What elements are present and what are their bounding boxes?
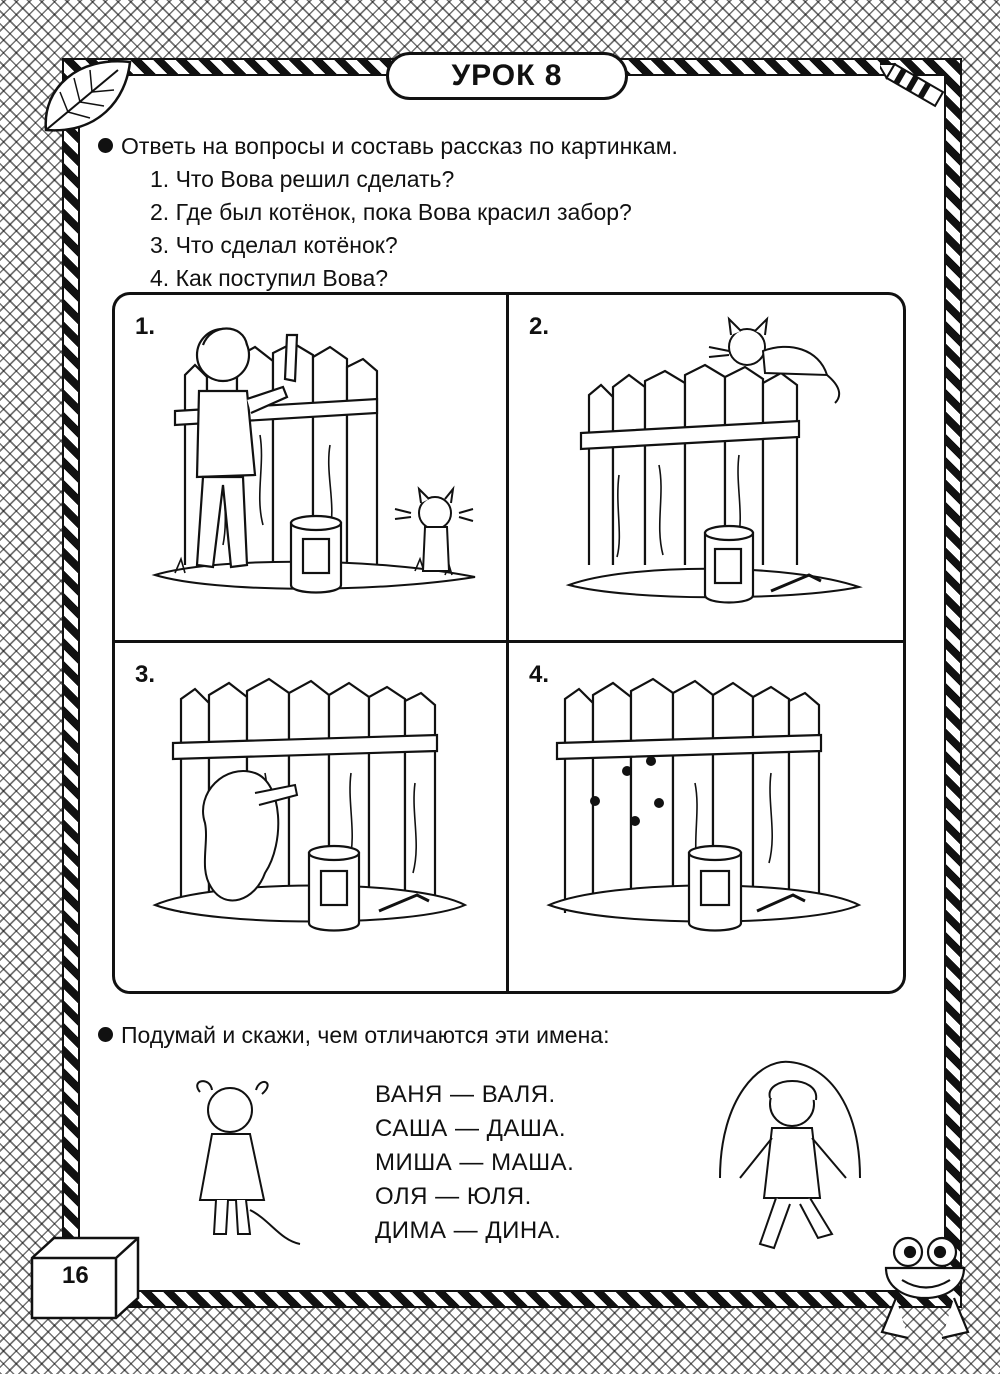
name-pair: ДИМА — ДИНА. bbox=[375, 1217, 562, 1244]
boy-painting-fence-illustration bbox=[115, 295, 512, 643]
task1-instruction: Ответь на вопросы и составь рассказ по картинкам. bbox=[121, 133, 678, 159]
task2-instruction-line bbox=[98, 1022, 609, 1049]
name-pair: ОЛЯ — ЮЛЯ. bbox=[375, 1183, 532, 1210]
cat-on-fence-illustration bbox=[509, 295, 906, 643]
frog-icon bbox=[868, 1228, 978, 1348]
task2-instruction: Подумай и скажи, чем отличаются эти имена: bbox=[121, 1022, 610, 1048]
bullet-icon bbox=[98, 1027, 113, 1042]
panel-number: 3. bbox=[135, 661, 156, 688]
task1-block bbox=[98, 130, 678, 295]
panel-number: 1. bbox=[135, 313, 156, 340]
page-number: 16 bbox=[62, 1262, 89, 1289]
girl-illustration bbox=[160, 1070, 310, 1250]
picture-panel-2 bbox=[509, 295, 903, 643]
task1-instruction-line bbox=[98, 130, 678, 163]
girl-jump-rope-illustration bbox=[700, 1058, 880, 1258]
name-pair: МИША — МАША. bbox=[375, 1149, 575, 1176]
question-item: 3. Что сделал котёнок? bbox=[150, 232, 398, 258]
picture-story-grid bbox=[112, 292, 906, 994]
name-pair: ВАНЯ — ВАЛЯ. bbox=[375, 1081, 556, 1108]
name-pairs-list bbox=[375, 1078, 574, 1248]
panel-number: 2. bbox=[529, 313, 550, 340]
name-pair: САША — ДАША. bbox=[375, 1115, 567, 1142]
picture-panel-1 bbox=[115, 295, 509, 643]
question-item: 1. Что Вова решил сделать? bbox=[150, 166, 455, 192]
question-list bbox=[98, 163, 678, 295]
panel-number: 4. bbox=[529, 661, 550, 688]
pencil-icon bbox=[880, 58, 960, 118]
cat-touching-fence-illustration bbox=[115, 643, 512, 991]
question-item: 4. Как поступил Вова? bbox=[150, 265, 389, 291]
lesson-title: УРОК 8 bbox=[386, 52, 628, 100]
leaf-icon bbox=[38, 48, 138, 138]
bullet-icon bbox=[98, 138, 113, 153]
picture-panel-4 bbox=[509, 643, 903, 991]
fence-with-paw-prints-illustration bbox=[509, 643, 906, 991]
question-item: 2. Где был котёнок, пока Вова красил забор? bbox=[150, 199, 632, 225]
picture-panel-3 bbox=[115, 643, 509, 991]
